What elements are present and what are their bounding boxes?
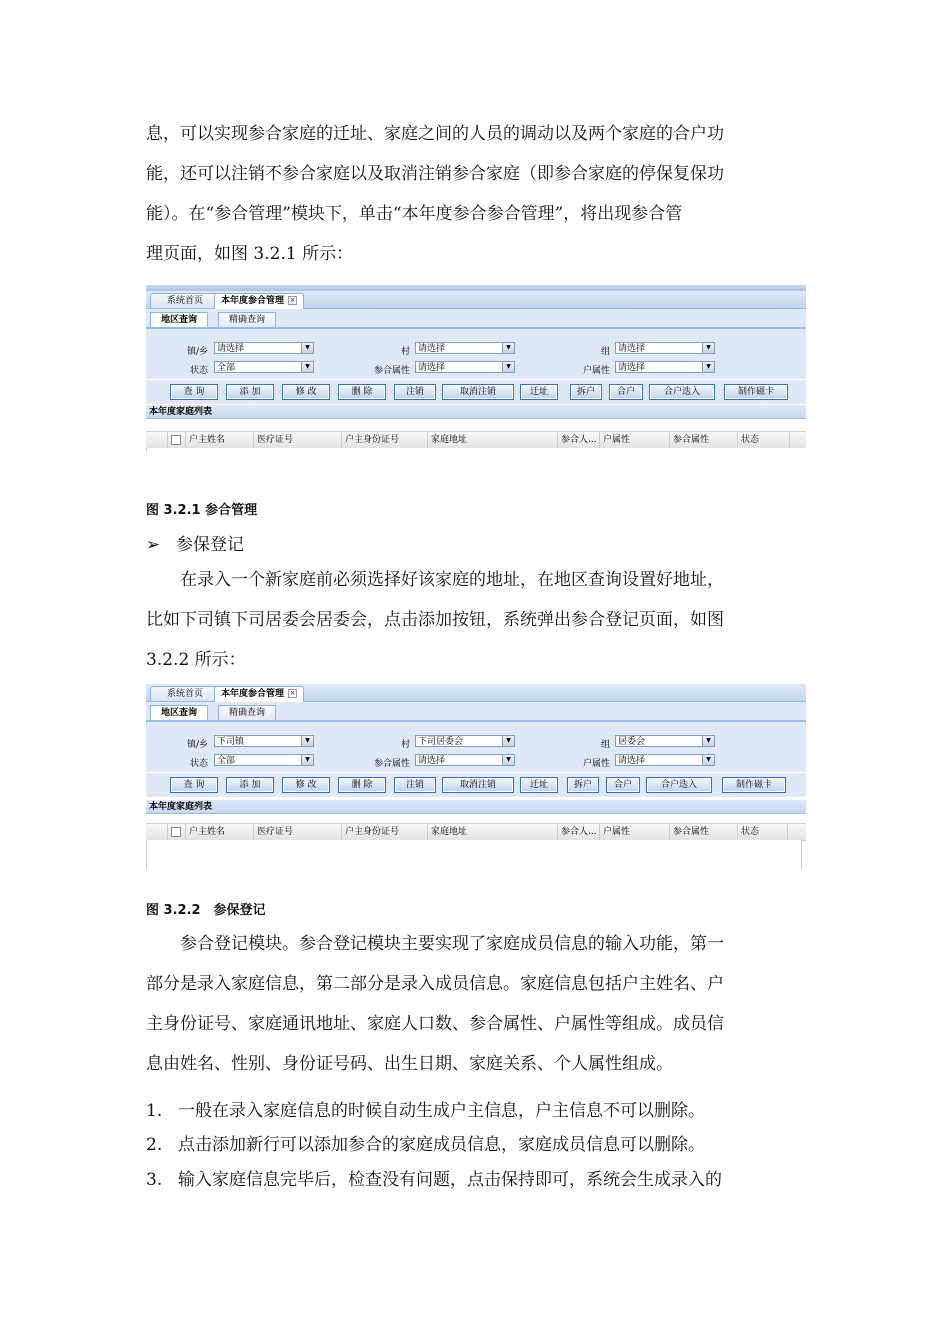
text-line: 比如下司镇下司居委会居委会，点击添加按钮，系统弹出参合登记页面，如图 — [146, 610, 724, 630]
column-header[interactable]: 医疗证号 — [254, 824, 342, 840]
grid-header — [146, 431, 806, 449]
household-select[interactable] — [615, 361, 715, 373]
chevron-down-icon: ▼ — [702, 755, 714, 765]
cancel-registration-button[interactable]: 注销 — [394, 777, 436, 793]
attr-select[interactable] — [415, 754, 515, 766]
select-value: 请选择 — [418, 363, 446, 373]
text-line: 能，还可以注销不参合家庭以及取消注销参合家庭（即参合家庭的停保复保功 — [146, 164, 724, 184]
chevron-down-icon: ▼ — [301, 755, 313, 765]
merge-household-button[interactable]: 合户 — [609, 384, 643, 400]
column-header[interactable]: 参合属性 — [670, 824, 738, 840]
text-line: 部分是录入家庭信息，第二部分是录入成员信息。家庭信息包括户主姓名、户 — [146, 974, 724, 994]
household-label: 户属性 — [582, 759, 610, 769]
chevron-down-icon: ▼ — [502, 755, 514, 765]
make-card-button[interactable]: 制作磁卡 — [724, 384, 788, 400]
select-value: 下司镇 — [217, 737, 245, 747]
chevron-down-icon: ▼ — [502, 362, 514, 372]
tab-annual-management[interactable] — [214, 293, 304, 309]
delete-button[interactable]: 删 除 — [338, 384, 386, 400]
screenshot-participation-management — [146, 285, 806, 452]
chevron-down-icon: ▼ — [502, 736, 514, 746]
column-header[interactable]: 医疗证号 — [254, 432, 342, 448]
grid-header — [146, 823, 806, 841]
action-buttons — [146, 380, 806, 404]
column-header[interactable]: 状态 — [738, 432, 790, 448]
village-label: 村 — [400, 347, 410, 357]
household-label: 户属性 — [582, 366, 610, 376]
tab-bar — [146, 684, 806, 702]
status-select[interactable] — [214, 754, 314, 766]
town-label: 镇/乡 — [186, 347, 208, 357]
screenshot-insurance-registration — [146, 684, 806, 869]
chevron-down-icon: ▼ — [301, 362, 313, 372]
select-value: 居委会 — [618, 737, 646, 747]
select-value: 请选择 — [618, 344, 646, 354]
query-form — [146, 329, 806, 379]
select-value: 请选择 — [217, 344, 245, 354]
text-line: 理页面，如图 3.2.1 所示： — [146, 244, 354, 264]
merge-import-button[interactable]: 合户迭入 — [646, 777, 712, 793]
village-select[interactable] — [415, 342, 515, 354]
town-select[interactable] — [214, 735, 314, 747]
delete-button[interactable]: 删 除 — [338, 777, 386, 793]
attr-label: 参合属性 — [373, 366, 410, 376]
list-number: 1. — [146, 1101, 163, 1121]
tab-bar — [146, 291, 806, 309]
select-value: 请选择 — [618, 756, 646, 766]
merge-household-button[interactable]: 合户 — [606, 777, 640, 793]
text-line: 能）。在“参合管理”模块下，单击“本年度参合参合管理”，将出现参合管 — [146, 204, 683, 224]
tab-exact-query[interactable]: 精确查询 — [218, 705, 276, 720]
chevron-down-icon: ▼ — [502, 343, 514, 353]
tab-exact-query[interactable]: 精确查询 — [218, 312, 276, 327]
list-title: 本年度家庭列表 — [146, 800, 806, 814]
grid-body — [146, 840, 802, 869]
row-number-column — [146, 432, 168, 448]
tab-label: 系统首页 — [166, 296, 203, 306]
column-header[interactable]: 参合人... — [558, 824, 600, 840]
list-text: 一般在录入家庭信息的时候自动生成户主信息，户主信息不可以删除。 — [178, 1101, 705, 1121]
text-line: 息由姓名、性别、身份证号码、出生日期、家庭关系、个人属性组成。 — [146, 1054, 673, 1074]
chevron-down-icon: ▼ — [301, 736, 313, 746]
close-icon[interactable]: × — [289, 689, 296, 697]
list-item — [146, 1130, 705, 1155]
action-buttons — [146, 773, 806, 797]
edit-button[interactable]: 修 改 — [282, 777, 330, 793]
list-text: 点击添加新行可以添加参合的家庭成员信息，家庭成员信息可以删除。 — [178, 1135, 705, 1155]
village-select[interactable] — [415, 735, 515, 747]
add-button[interactable]: 添 加 — [226, 777, 274, 793]
household-select[interactable] — [615, 754, 715, 766]
bullet-text: 参保登记 — [176, 535, 244, 555]
text-line: 主身份证号、家庭通讯地址、家庭人口数、参合属性、户属性等组成。成员信 — [146, 1014, 724, 1034]
column-header[interactable]: 户主姓名 — [186, 432, 254, 448]
query-form — [146, 722, 806, 772]
group-select[interactable] — [615, 735, 715, 747]
undo-cancel-button[interactable]: 取消注销 — [442, 384, 514, 400]
list-item — [146, 1096, 705, 1121]
list-title: 本年度家庭列表 — [146, 405, 806, 419]
list-number: 2. — [146, 1135, 163, 1155]
paragraph-2 — [146, 563, 806, 677]
column-header[interactable]: 参合人... — [558, 432, 600, 448]
edit-button[interactable]: 修 改 — [282, 384, 330, 400]
select-value: 请选择 — [618, 363, 646, 373]
attr-label: 参合属性 — [373, 759, 410, 769]
select-value: 全部 — [217, 363, 236, 373]
move-address-button[interactable]: 迁址 — [520, 777, 558, 793]
list-item — [146, 1165, 722, 1190]
town-label: 镇/乡 — [186, 740, 208, 750]
figure-caption-1: 图 3.2.1 参合管理 — [146, 503, 258, 518]
text-line: 在录入一个新家庭前必须选择好该家庭的地址，在地区查询设置好地址， — [180, 570, 724, 590]
list-number: 3. — [146, 1170, 163, 1190]
status-label: 状态 — [189, 366, 208, 376]
tab-area-query[interactable]: 地区查询 — [150, 705, 208, 720]
split-household-button[interactable]: 拆户 — [570, 384, 602, 400]
checkbox-icon[interactable] — [171, 435, 181, 445]
column-header[interactable]: 状态 — [738, 824, 788, 840]
query-button[interactable]: 查 询 — [170, 777, 218, 793]
make-card-button[interactable]: 制作磁卡 — [722, 777, 786, 793]
query-button[interactable]: 查 询 — [170, 384, 218, 400]
paragraph-1 — [146, 117, 806, 271]
column-header[interactable]: 户属性 — [600, 824, 670, 840]
tab-label: 系统首页 — [166, 689, 203, 699]
text-line: 3.2.2 所示： — [146, 650, 246, 670]
query-tabs — [146, 702, 806, 722]
attr-select[interactable] — [415, 361, 515, 373]
list-text: 输入家庭信息完毕后，检查没有问题，点击保持即可，系统会生成录入的 — [178, 1170, 722, 1190]
arrow-icon: ➢ — [146, 535, 161, 555]
group-select[interactable] — [615, 342, 715, 354]
select-value: 请选择 — [418, 344, 446, 354]
row-number-column — [146, 824, 168, 840]
merge-import-button[interactable]: 合户迭入 — [649, 384, 715, 400]
column-header[interactable]: 户主身份证号 — [342, 432, 428, 448]
select-all-checkbox[interactable] — [168, 432, 186, 448]
text-line: 息，可以实现参合家庭的迁址、家庭之间的人员的调动以及两个家庭的合户功 — [146, 124, 724, 144]
column-header[interactable]: 户主身份证号 — [342, 824, 428, 840]
tab-home[interactable] — [150, 293, 220, 308]
column-header[interactable]: 参合属性 — [670, 432, 738, 448]
select-value: 请选择 — [418, 756, 446, 766]
add-button[interactable]: 添 加 — [226, 384, 274, 400]
tab-home[interactable] — [150, 686, 220, 701]
grid-body — [146, 448, 806, 452]
tab-label: 本年度参合管理 — [221, 689, 285, 699]
group-label: 组 — [600, 740, 610, 750]
town-select[interactable] — [214, 342, 314, 354]
tab-area-query[interactable]: 地区查询 — [150, 312, 208, 327]
paragraph-3 — [146, 927, 806, 1081]
tab-label: 本年度参合管理 — [221, 296, 285, 306]
status-select[interactable] — [214, 361, 314, 373]
column-header[interactable]: 户主姓名 — [186, 824, 254, 840]
tab-annual-management[interactable] — [214, 686, 304, 702]
chevron-down-icon: ▼ — [702, 343, 714, 353]
status-label: 状态 — [189, 759, 208, 769]
chevron-down-icon: ▼ — [702, 362, 714, 372]
select-value: 下司居委会 — [418, 737, 464, 747]
undo-cancel-button[interactable]: 取消注销 — [442, 777, 514, 793]
text-line: 参合登记模块。参合登记模块主要实现了家庭成员信息的输入功能，第一 — [180, 934, 724, 954]
figure-caption-2: 图 3.2.2 参保登记 — [146, 903, 266, 918]
select-all-checkbox[interactable] — [168, 824, 186, 840]
village-label: 村 — [400, 740, 410, 750]
column-header[interactable]: 户属性 — [600, 432, 670, 448]
group-label: 组 — [600, 347, 610, 357]
split-household-button[interactable]: 拆户 — [567, 777, 599, 793]
column-header[interactable]: 家庭地址 — [428, 432, 558, 448]
move-address-button[interactable]: 迁址 — [520, 384, 558, 400]
query-tabs — [146, 309, 806, 329]
cancel-registration-button[interactable]: 注销 — [394, 384, 436, 400]
bullet-item — [146, 530, 244, 555]
chevron-down-icon: ▼ — [301, 343, 313, 353]
chevron-down-icon: ▼ — [702, 736, 714, 746]
close-icon[interactable]: × — [289, 296, 296, 304]
column-header[interactable]: 家庭地址 — [428, 824, 558, 840]
select-value: 全部 — [217, 756, 236, 766]
checkbox-icon[interactable] — [171, 827, 181, 837]
